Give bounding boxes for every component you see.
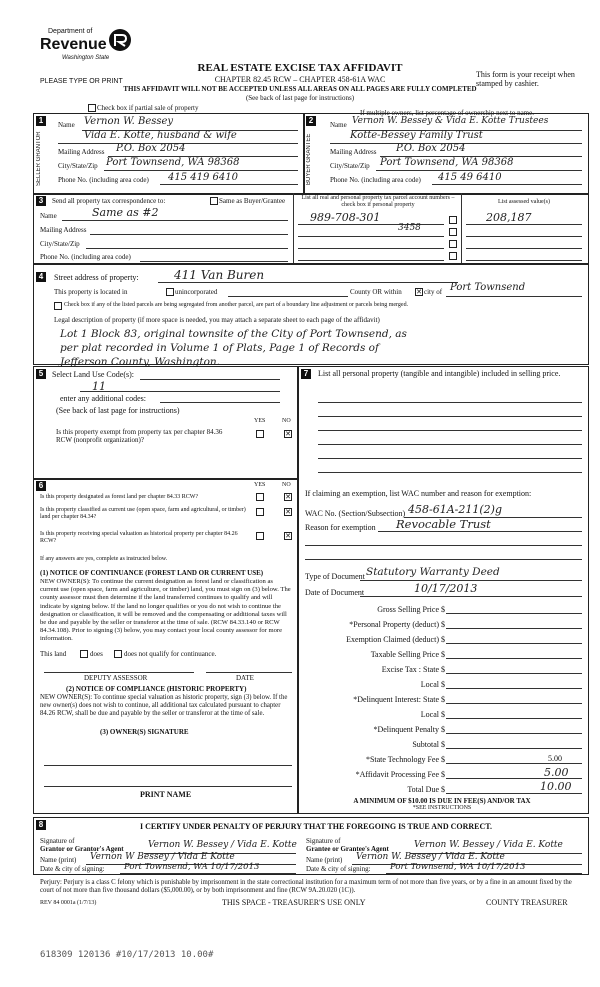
s3-send-label: Send all property tax correspondence to: [52,197,166,205]
s4-segregated-checkbox[interactable] [54,302,62,310]
receipt-note: This form is your receipt when stamped by cashier. [476,70,575,88]
s3-personal-checkbox-3[interactable] [449,240,457,248]
s8-grantee-sig-label1: Signature of [306,837,341,845]
s3-phone-label: Phone No. (including area code) [40,253,131,261]
s7-doc-type: Statutory Warranty Deed [366,566,500,578]
s2-mailing: P.O. Box 2054 [396,143,466,154]
section-7-number: 7 [301,369,311,379]
s8-grantor-name: Vernon W Bessey / Vida E Kotte [90,852,235,862]
s6-q1-yes-checkbox[interactable] [256,493,264,501]
s6-print-name: PRINT NAME [140,790,192,799]
s7-local: Local $ [420,680,445,689]
s4-legal-line1: Lot 1 Block 83, original townsite of the City of Port Townsend, as [60,328,407,340]
s6-q2-no-checkbox[interactable]: ✕ [285,508,291,516]
dept-line3: Washington State [62,55,110,61]
s4-located-label: This property is located in [54,288,128,296]
s2-city: Port Townsend, WA 98368 [380,157,514,168]
s5-exempt-yes-checkbox[interactable] [256,430,264,438]
section-6-number: 6 [36,481,46,491]
s7-state-tech: *State Technology Fee $ [365,755,445,764]
s7-taxable: Taxable Selling Price $ [370,650,445,659]
s7-doc-type-label: Type of Document [305,572,365,581]
s6-if-yes: If any answers are yes, complete as instructed below. [40,556,168,562]
section-6-box [33,478,299,814]
s7-state-tech-val: 5.00 [548,754,562,763]
s6-owner-sig: (3) OWNER(S) SIGNATURE [100,728,189,736]
form-notice: THIS AFFIDAVIT WILL NOT BE ACCEPTED UNLESS ALL AREAS ON ALL PAGES ARE FULLY COMPLETED [123,85,477,93]
s7-wac-label: WAC No. (Section/Subsection) [305,509,406,518]
s3-personal-checkbox-2[interactable] [449,228,457,236]
treasurer-space: THIS SPACE - TREASURER'S USE ONLY [222,898,366,907]
s4-legal-line2: per plat recorded in Volume 1 of Plats, Page 1 of Records of [60,342,379,354]
multiple-owners-note: If multiple owners, list percentage of ownership next to name. [360,109,534,117]
s7-subtotal: Subtotal $ [412,740,445,749]
s7-affidavit-fee: *Affidavit Processing Fee $ [355,770,445,779]
s2-phone: 415 49 6410 [438,172,502,183]
revenue-logo-icon [108,28,132,52]
s3-same-as-label: Same as Buyer/Grantee [219,197,286,205]
s3-personal-checkbox-4[interactable] [449,252,457,260]
s5-land-use-label: Select Land Use Code(s): [52,370,134,379]
s7-affidavit-fee-val: 5.00 [544,766,569,779]
s6-deputy: DEPUTY ASSESSOR [84,674,148,682]
s6-does-checkbox[interactable] [80,650,88,658]
s6-does: does [90,650,103,658]
s6-does-not: does not qualify for continuance. [124,650,217,658]
please-type: PLEASE TYPE OR PRINT [40,78,123,85]
s7-doc-date: 10/17/2013 [414,582,478,595]
s6-no: NO [282,482,291,488]
partial-sale-label: Check box if partial sale of property [97,104,199,112]
s3-assessed-1: 208,187 [486,211,532,224]
s1-mailing-label: Mailing Address [58,148,105,156]
s5-land-use: 11 [92,380,106,393]
s4-legal-line3: Jefferson County, Washington. [60,356,220,368]
section-8-number: 8 [36,820,46,830]
s6-q1-no-checkbox[interactable]: ✕ [285,493,291,501]
rev-number: REV 84 0001a (1/7/13) [40,900,97,906]
s4-county-or: County OR within [350,288,402,296]
s6-q3-yes-checkbox[interactable] [256,532,264,540]
s2-name-label: Name [330,121,347,129]
s4-street-label: Street address of property: [54,273,139,282]
s4-city: Port Townsend [450,282,526,293]
s5-additional: enter any additional codes: [60,394,146,403]
s4-city-checkbox[interactable]: ✕ [416,288,422,296]
s7-personal-label: List all personal property (tangible and intangible) included in selling price. [318,369,561,378]
s6-q2-yes-checkbox[interactable] [256,508,264,516]
s5-see-back: (See back of last page for instructions) [56,406,180,415]
s8-grantee-date-label: Date & city of signing: [306,865,371,873]
s3-same-as-checkbox[interactable] [210,197,218,205]
s8-grantor-name-label: Name (print) [40,856,77,864]
s7-delinquent-interest: *Delinquent Interest: State $ [353,695,445,704]
s3-parcel-header: List all real and personal property tax parcel account numbers – check box if personal property [301,195,455,208]
s6-this-land: This land [40,650,67,658]
s4-segregated-label: Check box if any of the listed parcels are being segregated from another parcel, are part of a boundary line adjustment or parcels being merged. [64,302,409,308]
treasurer-stamp: 618309 120136 #10/17/2013 10.00# [40,950,214,960]
s3-city-label: City/State/Zip [40,240,80,248]
s5-no: NO [282,418,291,424]
s3-personal-checkbox-1[interactable] [449,216,457,224]
s2-phone-label: Phone No. (including area code) [330,176,421,184]
s4-city-of: city of [424,288,443,296]
s5-exempt-no-checkbox[interactable]: ✕ [285,430,291,438]
section-3-number: 3 [36,196,46,206]
partial-sale-checkbox[interactable] [88,104,96,112]
section-4-number: 4 [36,272,46,282]
s6-does-not-checkbox[interactable] [114,650,122,658]
s6-notice2-body: NEW OWNER(S): To continue special valuation as historic property, sign (3) below. If the new owner(s) does not wish to continue, all additional tax calculated pursuant to chapter 84.26 RCW, shall be due and payable by the seller or transferor at the time of sale. [40,694,288,718]
s8-grantee-date-city: Port Townsend, WA 10/17/2013 [390,862,526,872]
section-2-side-label: BUYER GRANTEE [306,133,312,185]
s5-yes: YES [254,418,266,424]
s7-minimum: A MINIMUM OF $10.00 IS DUE IN FEE(S) AND/OR TAX [353,797,531,805]
s8-grantee-name-label: Name (print) [306,856,343,864]
s3-name-label: Name [40,212,57,220]
s7-wac: 458-61A-211(2)g [408,503,502,516]
section-2-number: 2 [306,116,316,126]
s4-unincorporated-label: unincorporated [175,288,218,296]
s2-name-line2: Kotte-Bessey Family Trust [350,130,483,141]
form-title: REAL ESTATE EXCISE TAX AFFIDAVIT [197,62,403,74]
s8-grantee-name: Vernon W. Bessey / Vida E. Kotte [356,852,505,862]
s1-city-label: City/State/Zip [58,162,98,170]
s7-reason-label: Reason for exemption [305,523,376,532]
s3-assessed-header: List assessed value(s) [498,199,550,205]
s6-notice2-title: (2) NOTICE OF COMPLIANCE (HISTORIC PROPERTY) [66,685,247,693]
s7-reason: Revocable Trust [396,517,491,531]
s2-name-line1: Vernon W. Bessey & Vida E. Kotte Trustees [352,116,549,126]
s8-grantee-sig-label2: Grantee or Grantee's Agent [306,845,389,853]
s6-q2: Is this property classified as current use (open space, farm and agricultural, or timber) land per chapter 84.34? [40,507,246,520]
s8-grantor-date-city: Port Townsend, WA 10/17/2013 [124,862,260,872]
s6-q3: Is this property receiving special valuation as historical property per chapter 84.26 RCW? [40,531,238,544]
s6-q3-no-checkbox[interactable]: ✕ [285,532,291,540]
s6-notice1-title: (1) NOTICE OF CONTINUANCE (FOREST LAND OR CURRENT USE) [40,569,264,577]
dept-line1: Department of [48,28,93,35]
section-5-number: 5 [36,369,46,379]
s4-unincorporated-checkbox[interactable] [166,288,174,296]
s6-yes: YES [254,482,266,488]
dor-logo [40,28,135,70]
s1-name-label: Name [58,121,75,129]
s7-excise-state: Excise Tax : State $ [381,665,445,674]
s7-total: Total Due $ [407,785,445,794]
section-1-side-label: SELLER GRANTOR [36,131,42,187]
s7-exemption-label: If claiming an exemption, list WAC number and reason for exemption: [305,489,532,498]
s7-total-val: 10.00 [540,780,572,793]
s1-mailing: P.O. Box 2054 [116,143,186,154]
s1-phone: 415 419 6410 [168,172,238,183]
s7-personal-deduct: *Personal Property (deduct) $ [349,620,445,629]
s8-grantor-sig: Vernon W. Bessey / Vida E. Kotte [148,840,297,850]
s5-exempt-q: Is this property exempt from property tax per chapter 84.36 RCW (nonprofit organization)? [56,428,223,444]
s2-mailing-label: Mailing Address [330,148,377,156]
s7-local2: Local $ [420,710,445,719]
s1-phone-label: Phone No. (including area code) [58,176,149,184]
s2-city-label: City/State/Zip [330,162,370,170]
s7-doc-date-label: Date of Document [305,588,365,597]
dept-line2: Revenue [40,36,107,53]
s7-exemption-claimed: Exemption Claimed (deduct) $ [346,635,445,644]
s7-gross-label: Gross Selling Price $ [377,605,445,614]
s6-q1: Is this property designated as forest land per chapter 84.33 RCW? [40,494,199,500]
s1-city: Port Townsend, WA 98368 [106,157,240,168]
form-instructions: (See back of last page for instructions) [245,94,355,102]
s6-date: DATE [236,674,254,682]
s7-delinquent-penalty: *Delinquent Penalty $ [373,725,445,734]
s1-name-line2: Vida E. Kotte, husband & wife [84,130,237,141]
s8-grantor-sig-label1: Signature of [40,837,75,845]
s8-grantor-sig-label2: Grantor or Grantor's Agent [40,845,124,853]
s8-grantee-sig: Vernon W. Bessey / Vida E. Kotte [414,840,563,850]
s8-grantor-date-label: Date & city of signing: [40,865,105,873]
s7-see-instructions: *SEE INSTRUCTIONS [412,805,472,811]
s1-name-line1: Vernon W. Bessey [84,116,174,127]
s4-street: 411 Van Buren [174,268,265,282]
s3-parcel-1: 989-708-301 [310,211,381,224]
s4-legal-label: Legal description of property (if more space is needed, you may attach a separate sheet to each page of the affidavit) [54,316,380,324]
s3-name: Same as #2 [92,206,159,219]
s8-certify: I CERTIFY UNDER PENALTY OF PERJURY THAT THE FOREGOING IS TRUE AND CORRECT. [140,822,493,831]
s6-notice1-body: NEW OWNER(S): To continue the current designation as forest land or classification as current use (open space, farm and agriculture, or timber) land, you must sign on (3) below. The county assessor must then determine if the land transferred continues to qualify and will indicate by signing below. If the land no longer qualifies or you do not wish to continue the designation or classification, it will be removed and the compensating or additional taxes will be due and payable by the seller or transferor at the time of sale. (RCW 84.33.140 or RCW 84.34.108). Prior to signing (3) below, you may contact your local county assessor for more information. [40,578,291,643]
county-treasurer: COUNTY TREASURER [486,898,568,907]
s3-parcel-1-sub: 3458 [398,223,421,233]
s3-mailing-label: Mailing Address [40,226,87,234]
section-1-number: 1 [36,116,46,126]
form-chapter: CHAPTER 82.45 RCW – CHAPTER 458-61A WAC [214,75,386,84]
perjury-statement: Perjury: Perjury is a class C felony which is punishable by imprisonment in the state correctional institution for a maximum term of not more than five years, or by a fine in an amount fixed by the court of not more than five thousand dollars ($5,000.00), or by both imprisonment and fine (RCW 9A.20.020 (1C)). [40,879,572,895]
